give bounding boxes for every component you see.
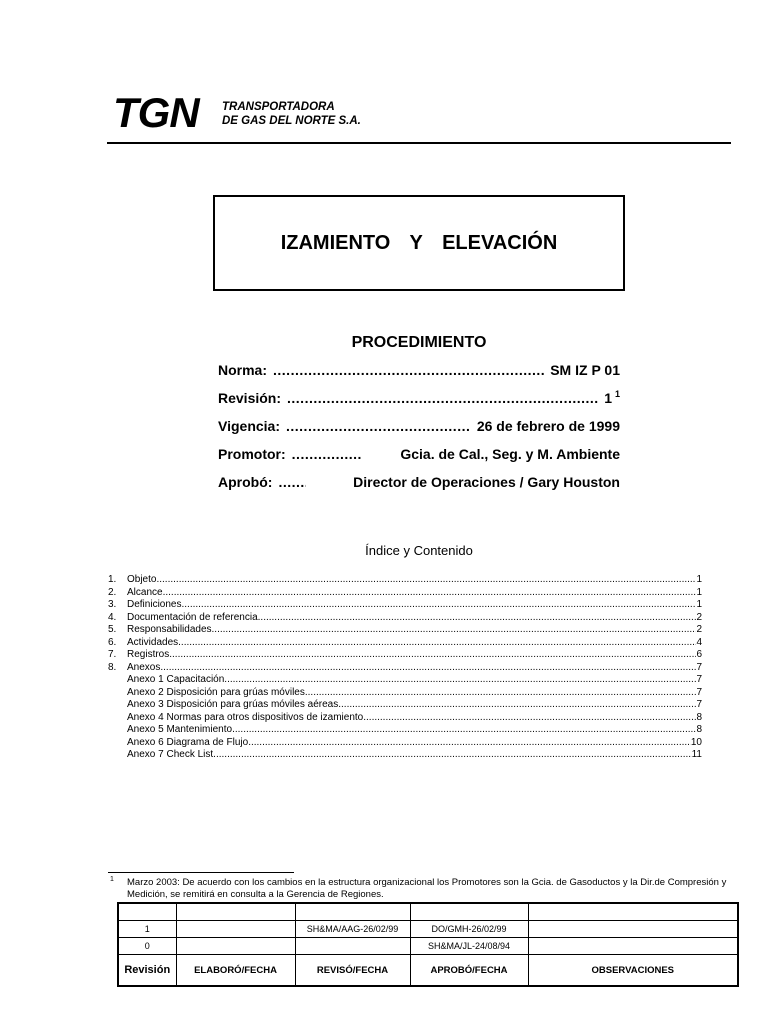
leader-dots bbox=[213, 749, 691, 762]
table-cell bbox=[528, 938, 738, 955]
meta-value: Director de Operaciones / Gary Houston bbox=[353, 474, 620, 490]
toc-annex-3[interactable] bbox=[108, 699, 702, 712]
footnote-text: Marzo 2003: De acuerdo con los cambios en la estructura organizacional los Promotores son la Gcia. de Gasoductos y la Dir.de Compresión y Medición, se remitirá en consulta a la Gerencia de Regiones. bbox=[127, 877, 727, 900]
meta-row-norma bbox=[218, 362, 620, 382]
toc-annex-2[interactable] bbox=[108, 687, 702, 700]
document-title-box bbox=[213, 195, 625, 291]
table-cell bbox=[176, 921, 295, 938]
toc-item-objeto[interactable] bbox=[108, 574, 702, 587]
column-label-observaciones: OBSERVACIONES bbox=[528, 955, 738, 987]
footnote-reference[interactable]: 1 bbox=[614, 389, 620, 400]
toc-page: 7 bbox=[696, 661, 702, 673]
revision-number: 1 bbox=[604, 390, 612, 406]
company-name-line2: DE GAS DEL NORTE S.A. bbox=[222, 115, 361, 127]
toc-page: 4 bbox=[696, 636, 702, 648]
footnote-mark: 1 bbox=[110, 876, 114, 883]
table-cell bbox=[410, 903, 528, 921]
leader-dots bbox=[212, 624, 697, 637]
procedure-heading: PROCEDIMIENTO bbox=[351, 334, 487, 351]
toc-label: Alcance bbox=[127, 586, 163, 598]
toc-number: 4. bbox=[108, 611, 117, 623]
document-title: IZAMIENTO Y ELEVACIÓN bbox=[280, 231, 558, 254]
table-cell bbox=[295, 938, 410, 955]
toc-label: Anexo 2 Disposición para grúas móviles bbox=[127, 686, 305, 698]
meta-label: Revisión: bbox=[218, 390, 282, 406]
leader-dots bbox=[181, 599, 696, 612]
column-label-elaboro: ELABORÓ/FECHA bbox=[176, 955, 295, 987]
leader-dots bbox=[286, 418, 471, 434]
toc-label: Objeto bbox=[127, 574, 157, 585]
toc-annex-4[interactable] bbox=[108, 712, 702, 725]
table-row bbox=[118, 921, 738, 938]
toc-number: 6. bbox=[108, 636, 117, 648]
column-label-revision: Revisión bbox=[118, 955, 176, 987]
toc-item-responsabilidades[interactable] bbox=[108, 624, 702, 637]
leader-dots bbox=[248, 737, 691, 750]
column-label-aprobo: APROBÓ/FECHA bbox=[410, 955, 528, 987]
table-cell bbox=[528, 903, 738, 921]
table-cell bbox=[118, 903, 176, 921]
table-cell bbox=[295, 903, 410, 921]
toc-annex-7[interactable] bbox=[108, 749, 702, 762]
footnote-rule bbox=[108, 872, 294, 873]
meta-row-aprobo bbox=[218, 474, 620, 494]
revision-table bbox=[117, 902, 739, 987]
table-cell bbox=[176, 903, 295, 921]
meta-value: Gcia. de Cal., Seg. y M. Ambiente bbox=[400, 446, 620, 462]
leader-dots bbox=[278, 474, 306, 490]
leader-dots bbox=[156, 574, 696, 587]
company-name bbox=[222, 100, 361, 128]
toc-item-alcance[interactable] bbox=[108, 587, 702, 600]
toc-page: 7 bbox=[696, 686, 702, 698]
toc-label: Anexo 7 Check List bbox=[127, 749, 214, 760]
toc-page: 1 bbox=[696, 574, 702, 585]
toc-number: 7. bbox=[108, 649, 117, 660]
toc-annex-6[interactable] bbox=[108, 737, 702, 750]
toc-number: 1. bbox=[108, 574, 117, 585]
toc-page: 7 bbox=[696, 699, 702, 710]
toc-label: Actividades bbox=[127, 636, 179, 648]
meta-row-promotor bbox=[218, 446, 620, 466]
toc-page: 11 bbox=[691, 749, 702, 760]
leader-dots bbox=[169, 649, 696, 662]
table-cell: 0 bbox=[118, 938, 176, 955]
table-cell: DO/GMH-26/02/99 bbox=[410, 921, 528, 938]
leader-dots bbox=[287, 390, 598, 406]
table-cell bbox=[176, 938, 295, 955]
meta-row-vigencia bbox=[218, 418, 620, 438]
company-logo: TGN bbox=[113, 89, 199, 136]
toc-page: 2 bbox=[696, 624, 702, 635]
toc-annex-1[interactable] bbox=[108, 674, 702, 687]
toc-number: 2. bbox=[108, 586, 117, 598]
table-cell: SH&MA/AAG-26/02/99 bbox=[295, 921, 410, 938]
toc-label: Definiciones bbox=[127, 599, 182, 610]
meta-row-revision bbox=[218, 390, 620, 410]
column-label-reviso: REVISÓ/FECHA bbox=[295, 955, 410, 987]
toc-label: Anexo 4 Normas para otros dispositivos de izamiento bbox=[127, 711, 364, 723]
toc-label: Registros bbox=[127, 649, 170, 660]
leader-dots bbox=[258, 612, 697, 625]
meta-label: Aprobó: bbox=[218, 474, 273, 490]
toc-label: Anexos bbox=[127, 661, 161, 673]
toc-page: 1 bbox=[696, 586, 702, 598]
leader-dots bbox=[292, 446, 362, 462]
toc-number: 5. bbox=[108, 624, 117, 635]
toc-label: Anexo 1 Capacitación bbox=[127, 674, 225, 685]
leader-dots bbox=[363, 712, 696, 725]
toc-page: 8 bbox=[696, 711, 702, 723]
toc-item-registros[interactable] bbox=[108, 649, 702, 662]
toc-item-definiciones[interactable] bbox=[108, 599, 702, 612]
toc-item-actividades[interactable] bbox=[108, 637, 702, 650]
leader-dots bbox=[305, 687, 697, 700]
table-cell bbox=[528, 921, 738, 938]
leader-dots bbox=[273, 362, 544, 378]
meta-label: Vigencia: bbox=[218, 418, 280, 434]
toc-label: Anexo 6 Diagrama de Flujo bbox=[127, 736, 249, 748]
toc-label: Responsabilidades bbox=[127, 624, 212, 635]
leader-dots bbox=[224, 674, 696, 687]
meta-label: Norma: bbox=[218, 362, 268, 378]
header-rule bbox=[107, 142, 731, 144]
table-cell: 1 bbox=[118, 921, 176, 938]
table-of-contents bbox=[108, 574, 702, 762]
leader-dots bbox=[163, 587, 697, 600]
toc-label: Documentación de referencia bbox=[127, 611, 258, 623]
table-row bbox=[118, 903, 738, 921]
toc-number: 8. bbox=[108, 661, 117, 673]
toc-page: 7 bbox=[696, 674, 702, 685]
leader-dots bbox=[338, 699, 696, 712]
toc-page: 1 bbox=[696, 599, 702, 610]
toc-page: 8 bbox=[696, 724, 702, 735]
table-row bbox=[118, 938, 738, 955]
meta-label: Promotor: bbox=[218, 446, 286, 462]
toc-item-documentacion[interactable] bbox=[108, 612, 702, 625]
table-footer-row bbox=[118, 955, 738, 987]
table-cell: SH&MA/JL-24/08/94 bbox=[410, 938, 528, 955]
toc-number: 3. bbox=[108, 599, 117, 610]
meta-value: SM IZ P 01 bbox=[550, 362, 620, 378]
meta-value bbox=[604, 390, 620, 406]
toc-page: 2 bbox=[696, 611, 702, 623]
company-name-line1: TRANSPORTADORA bbox=[222, 101, 335, 113]
toc-annex-5[interactable] bbox=[108, 724, 702, 737]
index-heading: Índice y Contenido bbox=[365, 543, 473, 558]
meta-value: 26 de febrero de 1999 bbox=[476, 418, 620, 434]
toc-label: Anexo 5 Mantenimiento bbox=[127, 724, 233, 735]
leader-dots bbox=[232, 724, 696, 737]
leader-dots bbox=[178, 637, 696, 650]
leader-dots bbox=[160, 662, 696, 675]
toc-label: Anexo 3 Disposición para grúas móviles aéreas bbox=[127, 699, 339, 710]
toc-page: 6 bbox=[696, 649, 702, 660]
toc-page: 10 bbox=[690, 736, 702, 748]
toc-item-anexos[interactable] bbox=[108, 662, 702, 675]
